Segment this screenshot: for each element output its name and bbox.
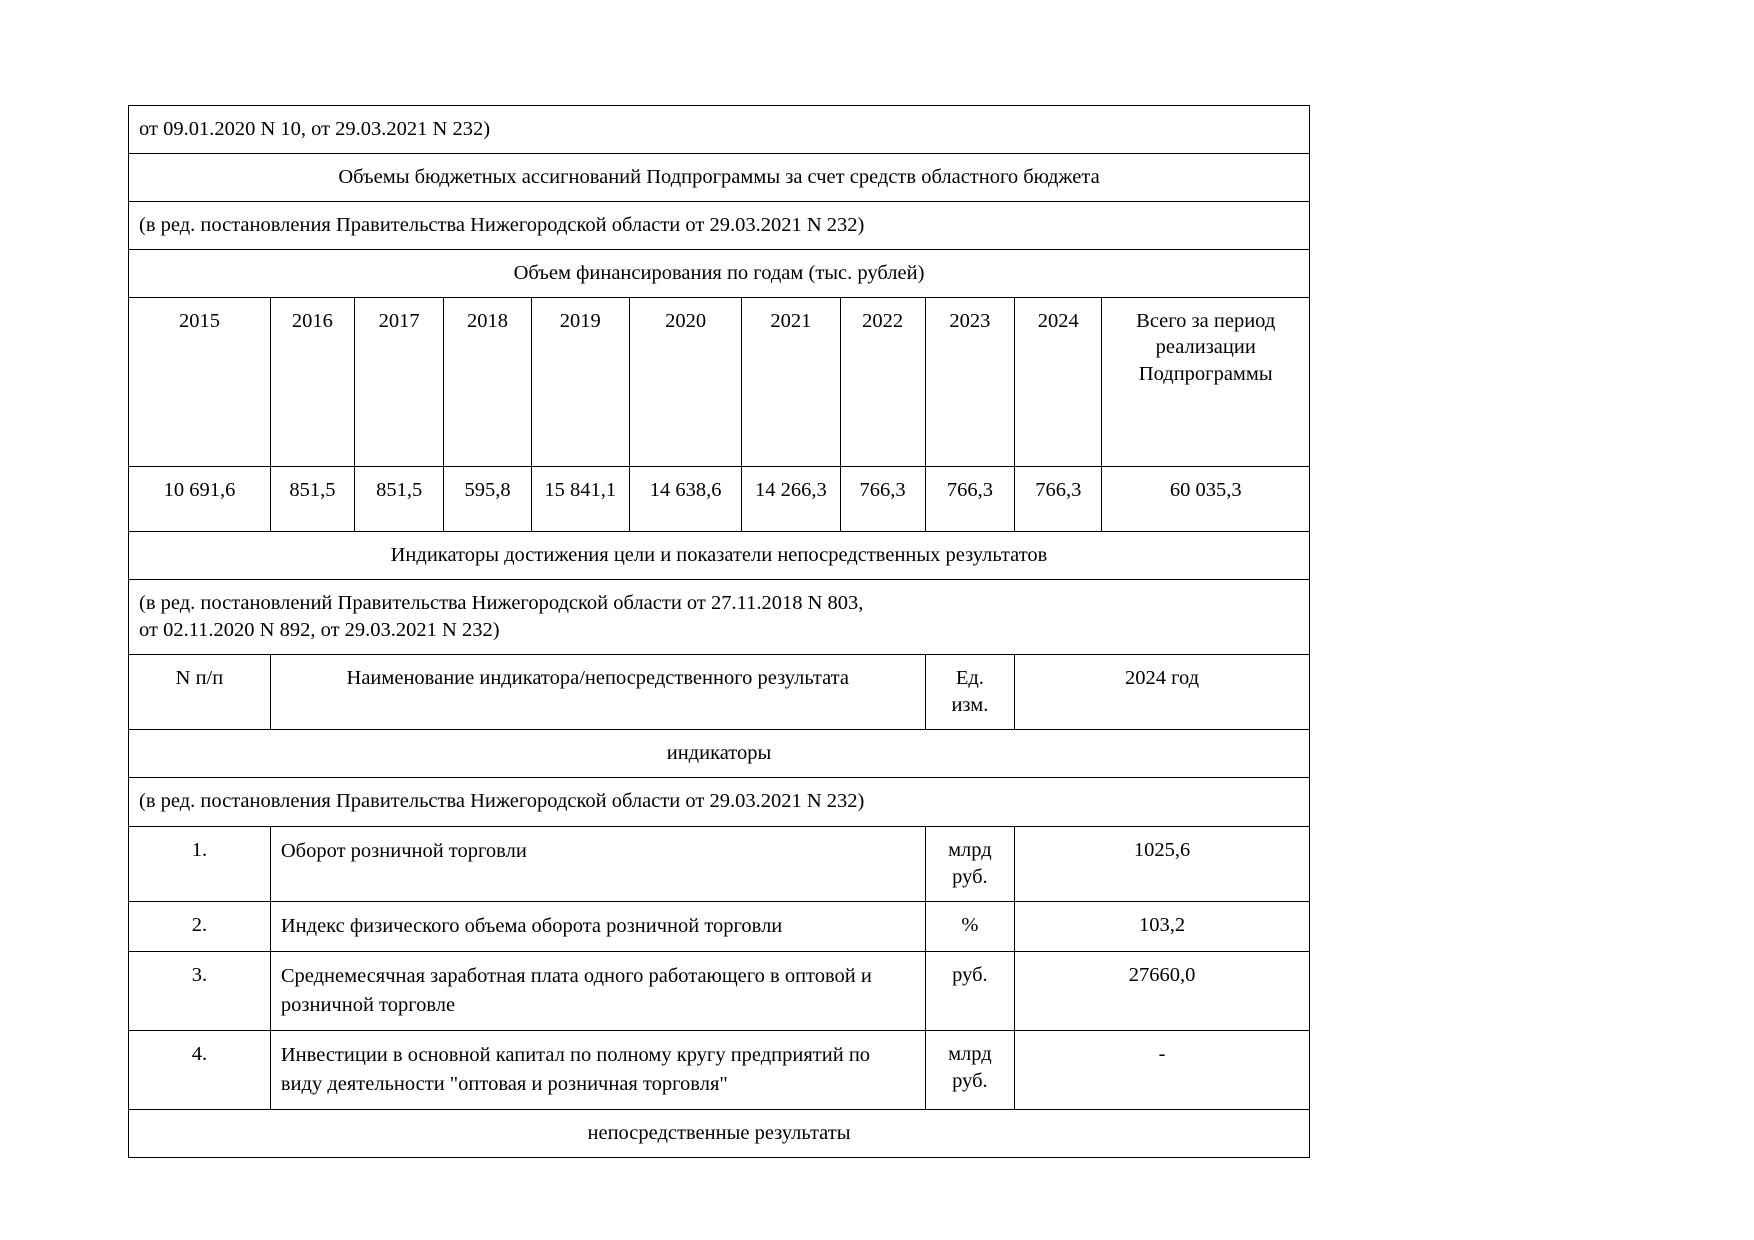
indicator-4-number: 4.: [129, 1030, 271, 1109]
indicator-2-unit: %: [925, 901, 1014, 951]
table-row-year-headers: [129, 298, 1310, 467]
year-header-2018: 2018: [444, 298, 531, 467]
funding-value-2015: 10 691,6: [129, 467, 271, 532]
indicator-header-year: 2024 год: [1015, 655, 1310, 730]
year-header-2021: 2021: [742, 298, 840, 467]
table-row: [129, 580, 1310, 655]
table-row: [129, 106, 1310, 154]
year-header-2015: 2015: [129, 298, 271, 467]
year-header-2022: 2022: [840, 298, 925, 467]
indicators-caption: индикаторы: [129, 730, 1310, 778]
indicator-1-number: 1.: [129, 826, 271, 901]
funding-value-2018: 595,8: [444, 467, 531, 532]
year-header-2024: 2024: [1015, 298, 1102, 467]
indicator-1-unit: млрд руб.: [925, 826, 1014, 901]
indicator-1-value: 1025,6: [1015, 826, 1310, 901]
year-header-2023: 2023: [925, 298, 1014, 467]
table-row: [129, 1030, 1310, 1109]
table-row: [129, 202, 1310, 250]
table-row: [129, 250, 1310, 298]
indicator-3-value: 27660,0: [1015, 951, 1310, 1030]
table-row: [129, 951, 1310, 1030]
indicators-caption-amendment-note: (в ред. постановления Правительства Нижегородской области от 29.03.2021 N 232): [129, 778, 1310, 826]
year-header-2017: 2017: [354, 298, 443, 467]
indicator-header-unit: Ед. изм.: [925, 655, 1014, 730]
year-header-2016: 2016: [270, 298, 354, 467]
table-row-indicator-headers: [129, 655, 1310, 730]
document-page: [128, 105, 1310, 1158]
indicator-2-value: 103,2: [1015, 901, 1310, 951]
indicator-header-number: N п/п: [129, 655, 271, 730]
indicator-4-name: Инвестиции в основной капитал по полному кругу предприятий по виду деятельности "оптовая и розничная торговля": [270, 1030, 925, 1109]
funding-value-2016: 851,5: [270, 467, 354, 532]
indicator-4-unit: млрд руб.: [925, 1030, 1014, 1109]
indicator-3-unit: руб.: [925, 951, 1014, 1030]
table-row: [129, 154, 1310, 202]
table-row: [129, 778, 1310, 826]
indicators-amendment-note: [129, 580, 1310, 655]
funding-value-2020: 14 638,6: [629, 467, 741, 532]
indicators-amendment-note-line2: от 02.11.2020 N 892, от 29.03.2021 N 232): [139, 619, 500, 642]
indicator-header-name: Наименование индикатора/непосредственного результата: [270, 655, 925, 730]
funding-value-2019: 15 841,1: [531, 467, 629, 532]
funding-value-2022: 766,3: [840, 467, 925, 532]
table-row: [129, 1110, 1310, 1158]
year-header-2020: 2020: [629, 298, 741, 467]
header-amendment-note: от 09.01.2020 N 10, от 29.03.2021 N 232): [129, 106, 1310, 154]
indicator-2-name: Индекс физического объема оборота розничной торговли: [270, 901, 925, 951]
indicator-4-value: -: [1015, 1030, 1310, 1109]
table-row: [129, 901, 1310, 951]
subprogram-table: [128, 105, 1310, 1158]
budget-section-title: Объемы бюджетных ассигнований Подпрограммы за счет средств областного бюджета: [129, 154, 1310, 202]
total-period-header: Всего за период реализации Подпрограммы: [1102, 298, 1310, 467]
funding-value-2024: 766,3: [1015, 467, 1102, 532]
table-row-funding-values: [129, 467, 1310, 532]
indicators-section-title: Индикаторы достижения цели и показатели непосредственных результатов: [129, 532, 1310, 580]
budget-amendment-note: (в ред. постановления Правительства Нижегородской области от 29.03.2021 N 232): [129, 202, 1310, 250]
funding-caption: Объем финансирования по годам (тыс. рублей): [129, 250, 1310, 298]
funding-value-total: 60 035,3: [1102, 467, 1310, 532]
indicators-amendment-note-line1: (в ред. постановлений Правительства Нижегородской области от 27.11.2018 N 803,: [139, 592, 864, 615]
indicator-3-name: Среднемесячная заработная плата одного работающего в оптовой и розничной торговле: [270, 951, 925, 1030]
indicator-1-name: Оборот розничной торговли: [270, 826, 925, 901]
indicator-2-number: 2.: [129, 901, 271, 951]
table-row: [129, 826, 1310, 901]
table-row: [129, 532, 1310, 580]
funding-value-2023: 766,3: [925, 467, 1014, 532]
funding-value-2021: 14 266,3: [742, 467, 840, 532]
table-row: [129, 730, 1310, 778]
year-header-2019: 2019: [531, 298, 629, 467]
direct-results-caption: непосредственные результаты: [129, 1110, 1310, 1158]
funding-value-2017: 851,5: [354, 467, 443, 532]
indicator-3-number: 3.: [129, 951, 271, 1030]
